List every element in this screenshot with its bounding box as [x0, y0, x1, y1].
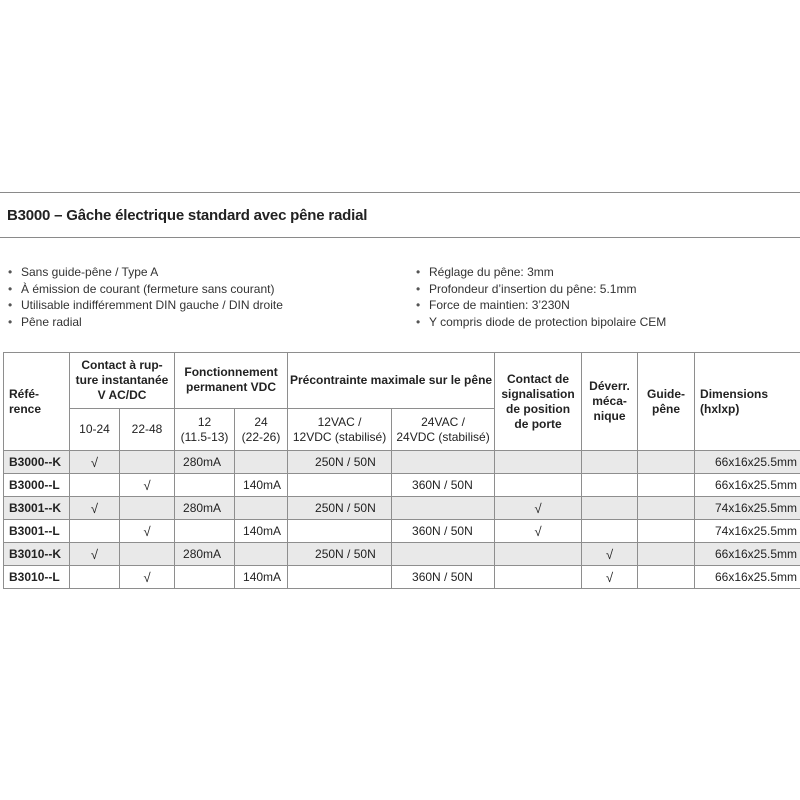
check-icon: √ — [495, 497, 582, 520]
header-guide-pene: Guide- pêne — [638, 353, 695, 451]
feature-item: • Réglage du pêne: 3mm — [416, 264, 666, 281]
table-row — [4, 566, 800, 589]
cell-precontrainte-24v: 360N / 50N — [392, 566, 495, 589]
header-signalisation: Contact de signalisation de position de porte — [495, 353, 582, 451]
check-icon: √ — [70, 451, 120, 474]
cell-guide-pene — [638, 474, 695, 497]
title-divider — [0, 237, 800, 238]
cell-precontrainte-12v — [288, 566, 392, 589]
cell-current-12v — [175, 474, 235, 497]
check-icon: √ — [120, 474, 175, 497]
cell-reference: B3001--L — [4, 520, 70, 543]
check-icon: √ — [120, 566, 175, 589]
cell-precontrainte-12v — [288, 474, 392, 497]
cell-dimensions: 74x16x25.5mm — [695, 520, 800, 543]
cell-dimensions: 66x16x25.5mm — [695, 543, 800, 566]
feature-item: • Profondeur d’insertion du pêne: 5.1mm — [416, 281, 666, 298]
table-row — [4, 451, 800, 474]
check-icon — [582, 520, 638, 543]
feature-list-right — [416, 264, 666, 330]
cell-precontrainte-12v: 250N / 50N — [288, 451, 392, 474]
cell-dimensions: 66x16x25.5mm — [695, 566, 800, 589]
cell-reference: B3010--K — [4, 543, 70, 566]
check-icon — [495, 543, 582, 566]
cell-current-24v: 140mA — [235, 520, 288, 543]
check-icon — [70, 566, 120, 589]
check-icon — [120, 451, 175, 474]
cell-guide-pene — [638, 497, 695, 520]
cell-precontrainte-12v — [288, 520, 392, 543]
feature-item: • Utilisable indifféremment DIN gauche / DIN droite — [8, 297, 283, 314]
check-icon — [495, 474, 582, 497]
check-icon: √ — [582, 566, 638, 589]
check-icon — [495, 451, 582, 474]
cell-current-12v — [175, 520, 235, 543]
subheader-24vac: 24VAC / 24VDC (stabilisé) — [392, 409, 495, 451]
cell-guide-pene — [638, 566, 695, 589]
header-contact: Contact à rup- ture instantanée V AC/DC — [70, 353, 175, 409]
cell-current-24v — [235, 497, 288, 520]
header-dimensions: Dimensions (hxlxp) — [695, 353, 800, 451]
check-icon — [120, 543, 175, 566]
subheader-12v: 12 (11.5-13) — [175, 409, 235, 451]
cell-precontrainte-24v — [392, 497, 495, 520]
table-row — [4, 474, 800, 497]
feature-item: • À émission de courant (fermeture sans courant) — [8, 281, 283, 298]
header-deverrouillage: Déverr. méca- nique — [582, 353, 638, 451]
cell-reference: B3001--K — [4, 497, 70, 520]
check-icon — [70, 474, 120, 497]
feature-item: • Sans guide-pêne / Type A — [8, 264, 283, 281]
subheader-12vac: 12VAC / 12VDC (stabilisé) — [288, 409, 392, 451]
cell-reference: B3010--L — [4, 566, 70, 589]
check-icon — [70, 520, 120, 543]
cell-precontrainte-24v: 360N / 50N — [392, 520, 495, 543]
page-title: B3000 – Gâche électrique standard avec pêne radial — [7, 207, 368, 224]
cell-precontrainte-24v: 360N / 50N — [392, 474, 495, 497]
header-precontrainte: Précontrainte maximale sur le pêne — [288, 353, 495, 409]
cell-current-12v: 280mA — [175, 497, 235, 520]
table-row — [4, 497, 800, 520]
cell-guide-pene — [638, 520, 695, 543]
feature-item: • Y compris diode de protection bipolaire CEM — [416, 314, 666, 331]
feature-item: • Pêne radial — [8, 314, 283, 331]
top-divider — [0, 192, 800, 193]
table-row — [4, 543, 800, 566]
cell-current-12v — [175, 566, 235, 589]
cell-reference: B3000--K — [4, 451, 70, 474]
header-fonctionnement: Fonctionnement permanent VDC — [175, 353, 288, 409]
header-reference: Réfé- rence — [4, 353, 70, 451]
feature-item: • Force de maintien: 3’230N — [416, 297, 666, 314]
subheader-22-48: 22-48 — [120, 409, 175, 451]
cell-guide-pene — [638, 543, 695, 566]
cell-current-12v: 280mA — [175, 543, 235, 566]
check-icon: √ — [70, 543, 120, 566]
check-icon: √ — [70, 497, 120, 520]
check-icon: √ — [120, 520, 175, 543]
cell-dimensions: 74x16x25.5mm — [695, 497, 800, 520]
subheader-10-24: 10-24 — [70, 409, 120, 451]
cell-current-24v — [235, 543, 288, 566]
cell-precontrainte-12v: 250N / 50N — [288, 497, 392, 520]
subheader-24v: 24 (22-26) — [235, 409, 288, 451]
table-row — [4, 520, 800, 543]
spec-table — [3, 352, 800, 589]
check-icon: √ — [495, 520, 582, 543]
cell-dimensions: 66x16x25.5mm — [695, 451, 800, 474]
cell-current-12v: 280mA — [175, 451, 235, 474]
cell-current-24v: 140mA — [235, 566, 288, 589]
cell-precontrainte-12v: 250N / 50N — [288, 543, 392, 566]
cell-precontrainte-24v — [392, 543, 495, 566]
cell-current-24v — [235, 451, 288, 474]
check-icon — [582, 474, 638, 497]
check-icon — [582, 451, 638, 474]
cell-guide-pene — [638, 451, 695, 474]
feature-list-left — [8, 264, 283, 330]
check-icon — [120, 497, 175, 520]
cell-reference: B3000--L — [4, 474, 70, 497]
cell-dimensions: 66x16x25.5mm — [695, 474, 800, 497]
check-icon: √ — [582, 543, 638, 566]
cell-precontrainte-24v — [392, 451, 495, 474]
cell-current-24v: 140mA — [235, 474, 288, 497]
check-icon — [582, 497, 638, 520]
check-icon — [495, 566, 582, 589]
